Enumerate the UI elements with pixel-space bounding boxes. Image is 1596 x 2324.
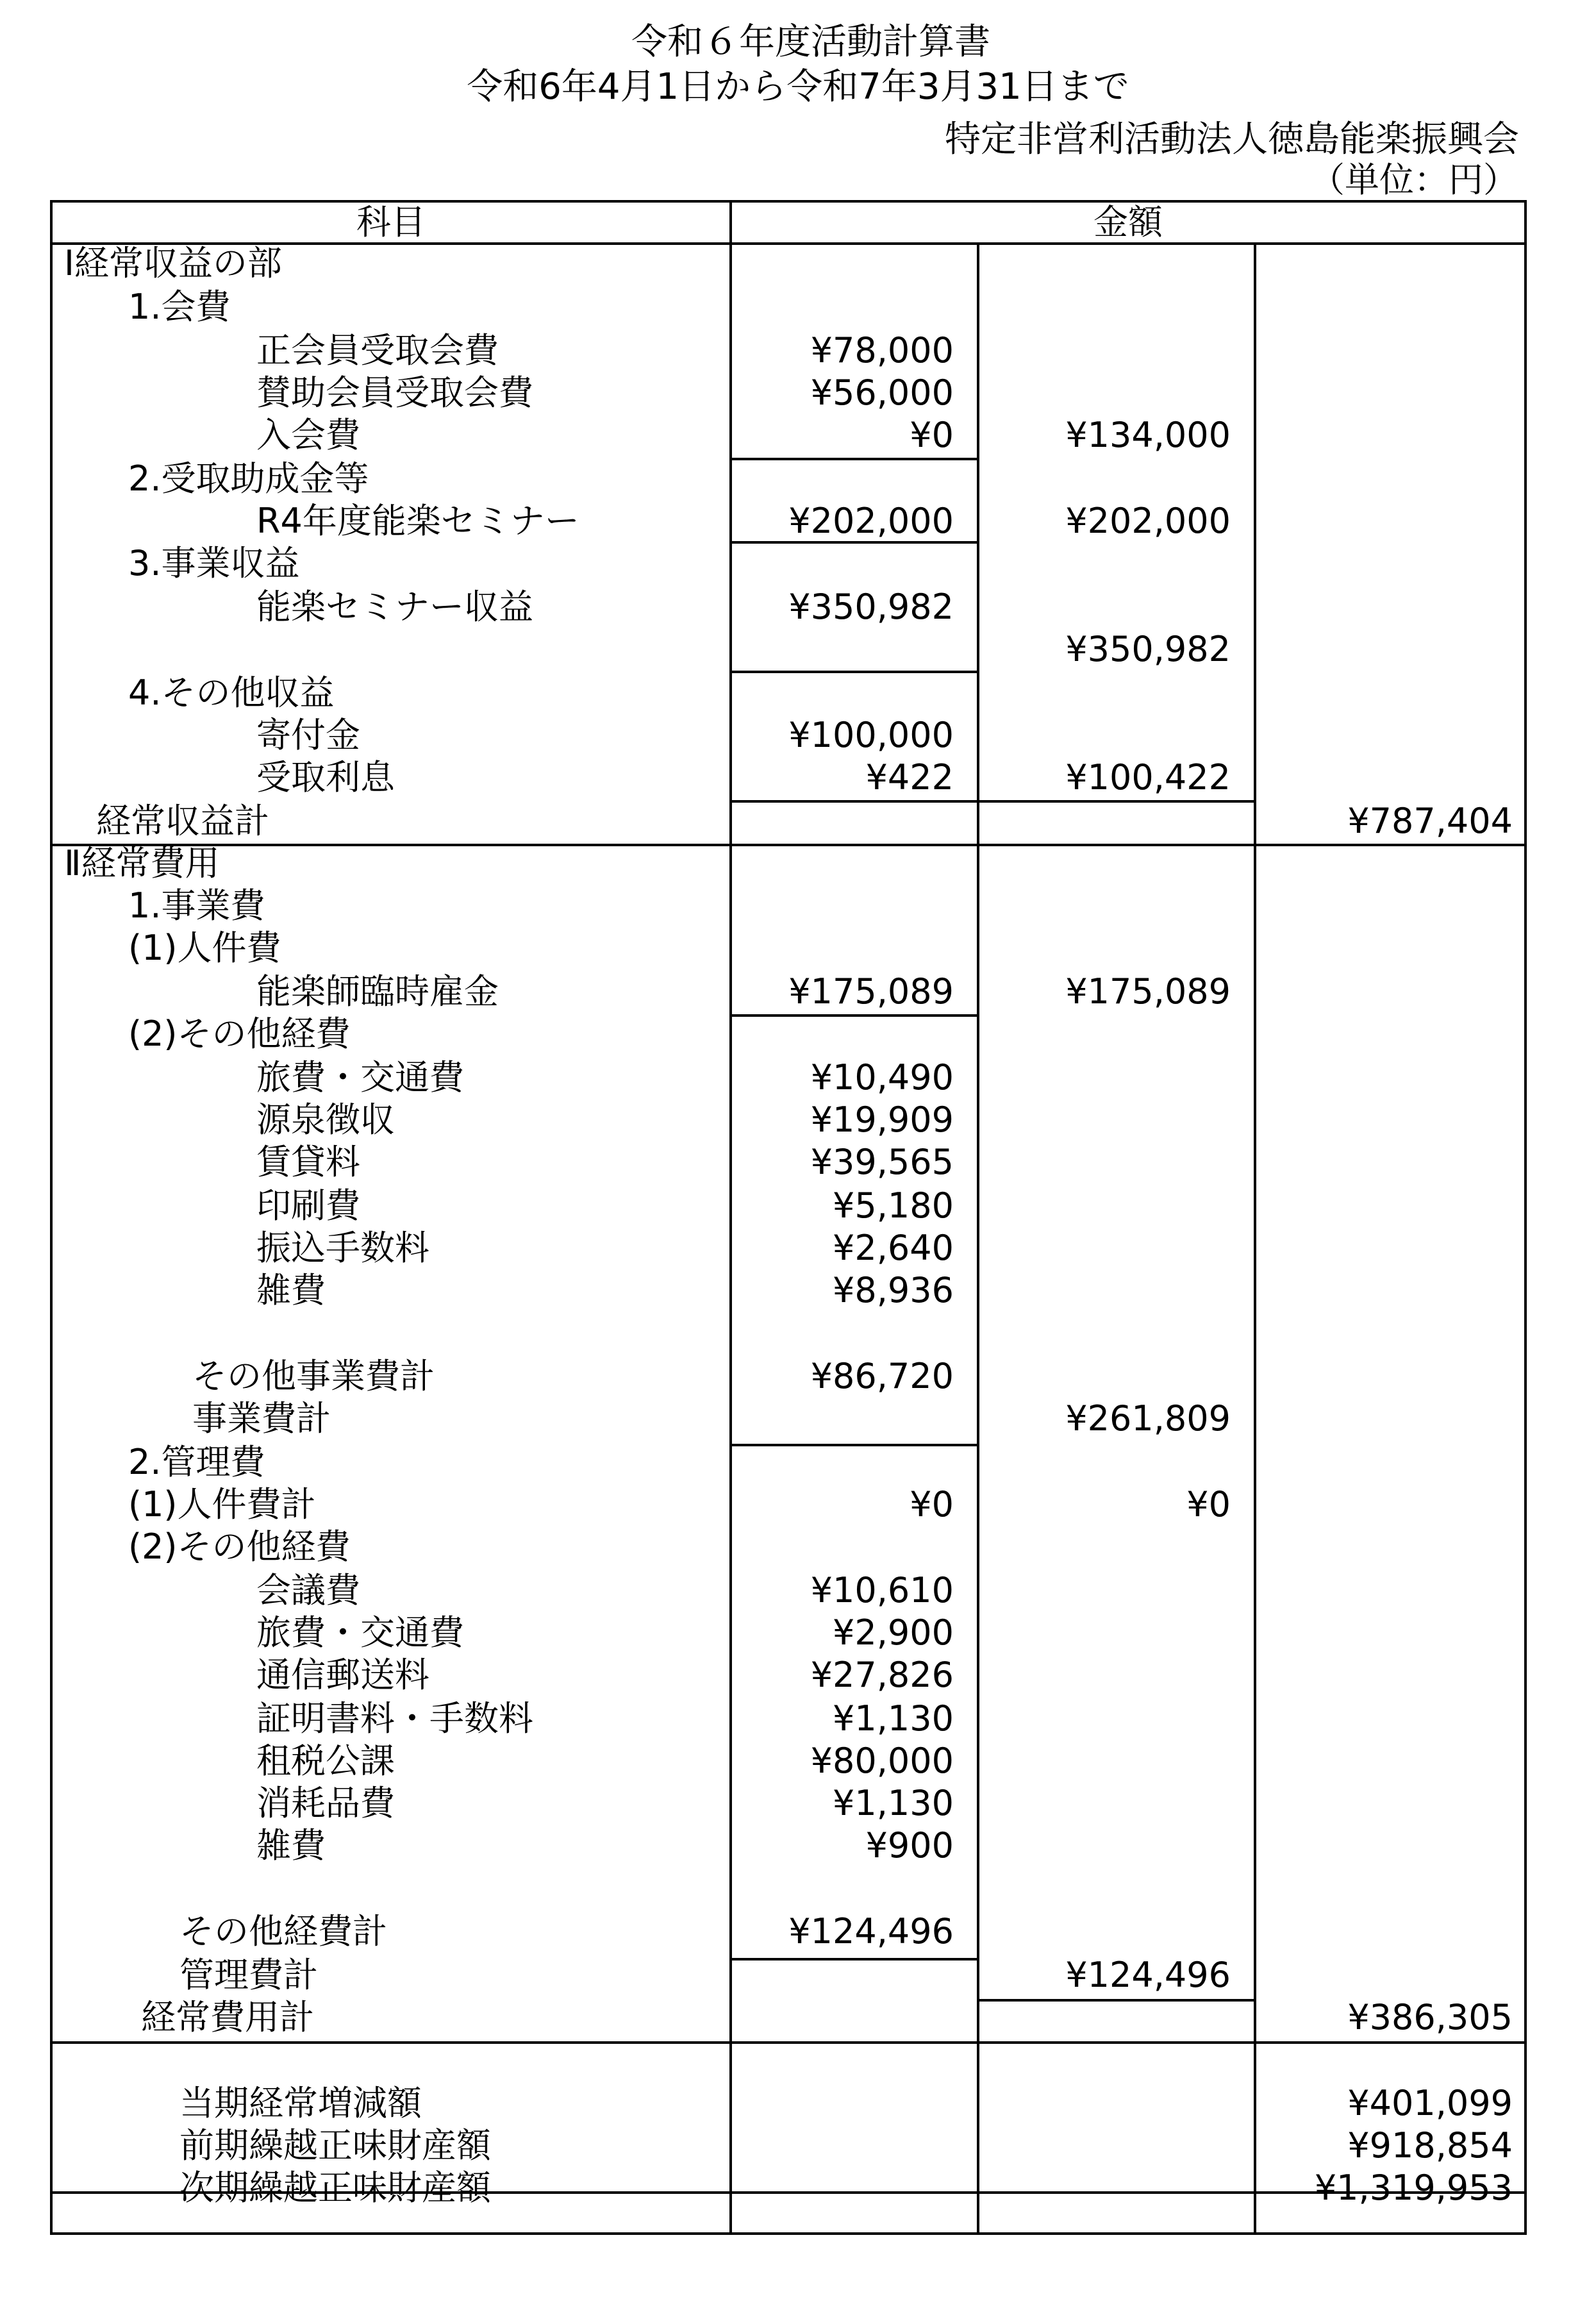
row-label: 租税公課	[256, 1741, 395, 1781]
row-amount-c2: ¥134,000	[1065, 415, 1231, 455]
row-label: 管理費計	[179, 1955, 318, 1995]
row-label: 賛助会員受取会費	[256, 372, 533, 413]
row-label: 旅費・交通費	[256, 1057, 464, 1098]
row-amount-c2: ¥175,089	[1065, 971, 1231, 1012]
row-label: 経常費用計	[141, 1997, 314, 2037]
row-amount-c2: ¥124,496	[1065, 1955, 1231, 1995]
row-amount-c1: ¥19,909	[810, 1099, 954, 1140]
row-amount-c1: ¥10,490	[810, 1057, 954, 1098]
row-label: 事業費計	[192, 1398, 331, 1439]
row-label: 振込手数料	[256, 1228, 429, 1268]
row-amount-c1: ¥86,720	[810, 1356, 954, 1396]
row-label: 証明書料・手数料	[256, 1698, 533, 1739]
row-label: 4.その他収益	[128, 673, 335, 713]
row-label: 消耗品費	[256, 1783, 395, 1823]
row-label: 会議費	[256, 1570, 360, 1610]
row-amount-c1: ¥5,180	[833, 1185, 954, 1226]
row-label: その他経費計	[179, 1911, 387, 1952]
row-label: 印刷費	[256, 1185, 360, 1226]
row-label: 正会員受取会費	[256, 330, 499, 371]
document-title: 令和６年度活動計算書	[631, 21, 990, 63]
row-label: 雑費	[256, 1270, 326, 1310]
row-label: 入会費	[256, 415, 360, 455]
row-amount-c1: ¥1,130	[833, 1783, 954, 1823]
row-amount-c1: ¥2,640	[833, 1228, 954, 1268]
row-label: (1)人件費	[128, 928, 281, 968]
row-label: 能楽セミナー収益	[256, 587, 533, 627]
row-label: 1.事業費	[128, 885, 265, 926]
row-label: その他事業費計	[192, 1356, 435, 1396]
row-amount-c1: ¥80,000	[810, 1741, 954, 1781]
row-amount-c1: ¥56,000	[810, 372, 954, 413]
row-amount-c3: ¥401,099	[1347, 2083, 1513, 2123]
row-amount-c1: ¥350,982	[788, 587, 954, 627]
row-amount-c3: ¥1,319,953	[1314, 2168, 1513, 2208]
row-label: R4年度能楽セミナー	[256, 501, 579, 541]
row-label: (2)その他経費	[128, 1526, 351, 1567]
row-amount-c1: ¥1,130	[833, 1698, 954, 1739]
row-amount-c3: ¥787,404	[1347, 801, 1513, 841]
row-amount-c1: ¥202,000	[788, 501, 954, 541]
row-amount-c2: ¥0	[1186, 1484, 1231, 1525]
row-amount-c1: ¥0	[910, 1484, 954, 1525]
row-label: Ⅰ経常収益の部	[64, 243, 282, 283]
row-label: 賃貸料	[256, 1142, 360, 1182]
row-label: 当期経常増減額	[179, 2083, 422, 2123]
row-label: 旅費・交通費	[256, 1612, 464, 1653]
row-label: 雑費	[256, 1825, 326, 1866]
row-amount-c2: ¥202,000	[1065, 501, 1231, 541]
header-item: 科目	[356, 202, 426, 242]
row-label: 2.受取助成金等	[128, 458, 369, 499]
row-amount-c2: ¥100,422	[1065, 757, 1231, 798]
row-amount-c1: ¥175,089	[788, 971, 954, 1012]
row-amount-c1: ¥124,496	[788, 1911, 954, 1952]
row-amount-c1: ¥100,000	[788, 715, 954, 755]
row-label: 受取利息	[256, 757, 395, 798]
period-range: 令和6年4月1日から令和7年3月31日まで	[467, 66, 1129, 108]
row-label: 前期繰越正味財産額	[179, 2125, 491, 2166]
row-label: (1)人件費計	[128, 1484, 316, 1525]
organization-name: 特定非営利活動法人徳島能楽振興会	[945, 119, 1519, 160]
row-amount-c3: ¥918,854	[1347, 2125, 1513, 2166]
row-amount-c1: ¥2,900	[833, 1612, 954, 1653]
row-amount-c1: ¥39,565	[810, 1142, 954, 1182]
row-label: 3.事業収益	[128, 543, 300, 583]
row-amount-c1: ¥422	[865, 757, 954, 798]
row-amount-c1: ¥10,610	[810, 1570, 954, 1610]
header-amount: 金額	[1093, 202, 1163, 242]
row-amount-c2: ¥261,809	[1065, 1398, 1231, 1439]
row-label: 次期繰越正味財産額	[179, 2168, 491, 2208]
row-label: 1.会費	[128, 287, 231, 327]
row-amount-c1: ¥27,826	[810, 1655, 954, 1695]
row-label: 2.管理費	[128, 1442, 265, 1482]
row-label: Ⅱ経常費用	[64, 843, 220, 883]
row-amount-c1: ¥0	[910, 415, 954, 455]
row-label: 源泉徴収	[256, 1099, 395, 1140]
row-label: 能楽師臨時雇金	[256, 971, 499, 1012]
row-amount-c1: ¥8,936	[833, 1270, 954, 1310]
row-label: 経常収益計	[96, 801, 269, 841]
row-label: (2)その他経費	[128, 1014, 351, 1054]
row-label: 通信郵送料	[256, 1655, 429, 1695]
row-amount-c3: ¥386,305	[1347, 1997, 1513, 2037]
row-amount-c1: ¥78,000	[810, 330, 954, 371]
row-amount-c2: ¥350,982	[1065, 629, 1231, 669]
row-label: 寄付金	[256, 715, 360, 755]
row-amount-c1: ¥900	[865, 1825, 954, 1866]
unit-note: （単位：円）	[1310, 160, 1518, 200]
